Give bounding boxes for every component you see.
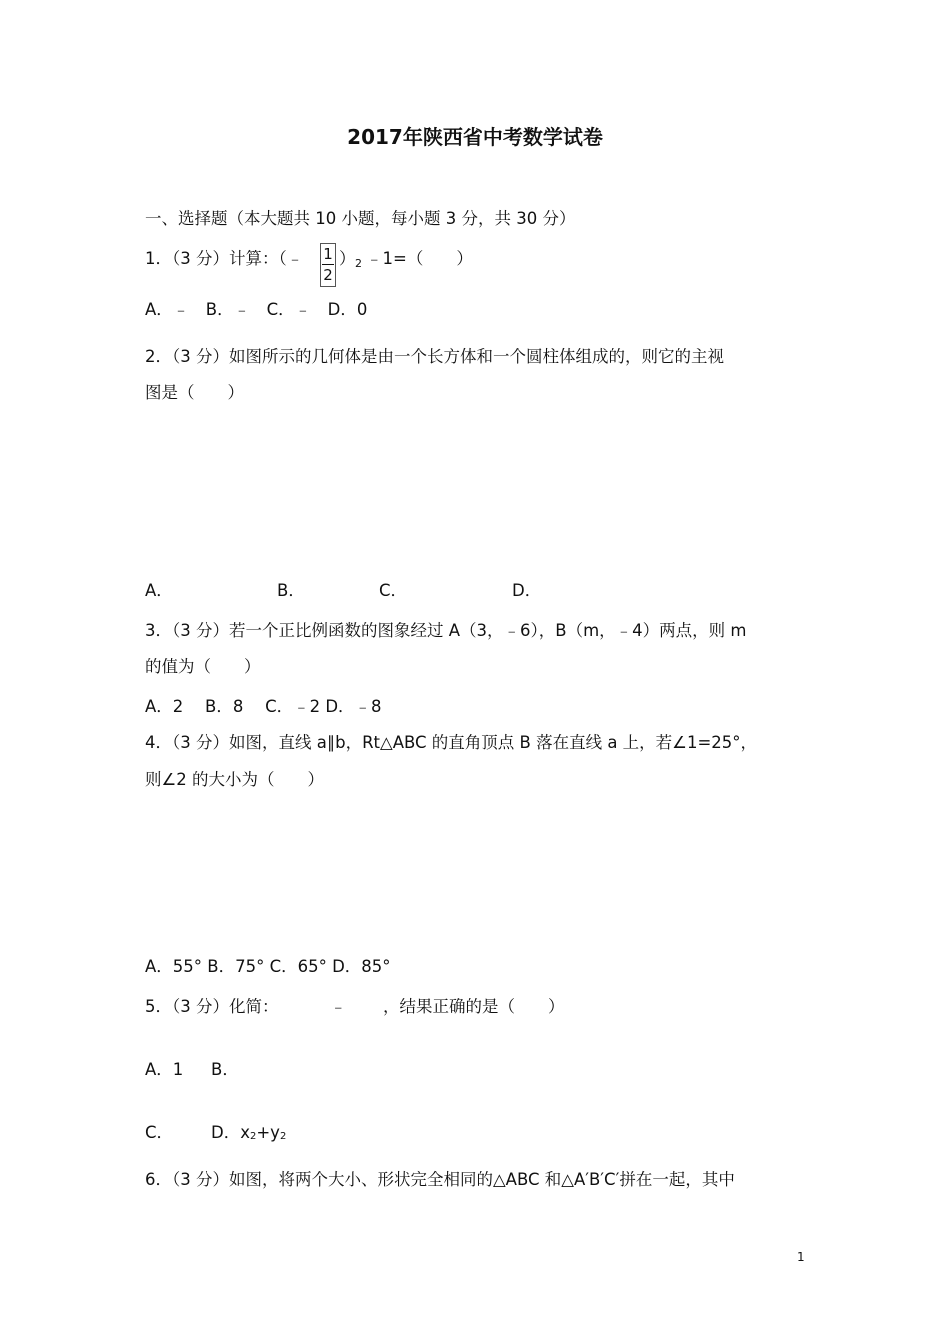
- q6-stem-line1: 6．（3 分）如图，将两个大小、形状完全相同的△ABC 和△A′B′C′拼在一起，其中: [145, 1170, 735, 1189]
- q4-stem-line1: 4．（3 分）如图，直线 a∥b，Rt△ABC 的直角顶点 B 落在直线 a 上，若∠1=25°，: [145, 733, 758, 752]
- q3-stem-line2: 的值为（ ）: [145, 657, 261, 676]
- q1-fraction-numerator: 1: [323, 245, 333, 263]
- q4-stem-line2: 则∠2 的大小为（ ）: [145, 770, 325, 789]
- q1-close-paren: ）: [339, 249, 356, 268]
- q1-fraction-denominator: 2: [323, 266, 333, 284]
- q5-option-b: B．: [211, 1060, 239, 1079]
- q1-exponent: 2: [355, 257, 362, 270]
- q2-option-d: D．: [512, 581, 542, 600]
- q1-stem-prefix: 1．（3 分）计算：（﹣: [145, 249, 304, 268]
- q5-option-a: A．1: [145, 1060, 184, 1079]
- q5-option-d-exponent-1: 2: [249, 1131, 257, 1142]
- q5-option-d-exponent-2: 2: [279, 1131, 287, 1142]
- q2-option-a: A．: [145, 581, 173, 600]
- q1-fraction: [320, 243, 336, 287]
- q1-options: A．﹣ B．﹣ C．﹣ D．0: [145, 300, 368, 319]
- q2-stem-line1: 2．（3 分）如图所示的几何体是由一个长方体和一个圆柱体组成的，则它的主视: [145, 347, 724, 366]
- q2-option-c: C．: [379, 581, 408, 600]
- q2-option-b: B．: [277, 581, 305, 600]
- q1-stem-suffix: ﹣1=（ ）: [366, 249, 473, 268]
- section-heading: 一、选择题（本大题共 10 小题，每小题 3 分，共 30 分）: [145, 209, 576, 228]
- q5-option-d-plus: +y: [256, 1123, 280, 1142]
- q5-stem-suffix: ，结果正确的是（ ）: [383, 997, 565, 1016]
- q3-stem-line1: 3．（3 分）若一个正比例函数的图象经过 A（3，﹣6），B（m，﹣4）两点，则 m: [145, 621, 747, 640]
- q5-stem-prefix: 5．（3 分）化简：: [145, 997, 279, 1016]
- page-title: 2017年陕西省中考数学试卷: [347, 125, 603, 149]
- page-number: 1: [797, 1250, 805, 1264]
- q5-option-c: C．: [145, 1123, 174, 1142]
- q2-stem-line2: 图是（ ）: [145, 383, 244, 402]
- q5-option-d-label: D．x: [211, 1123, 250, 1142]
- q5-option-d: [211, 1122, 286, 1148]
- q4-options: A．55° B．75° C．65° D．85°: [145, 957, 391, 976]
- q5-minus: ﹣: [330, 997, 347, 1016]
- q3-options: A．2 B．8 C．﹣2 D．﹣8: [145, 697, 382, 716]
